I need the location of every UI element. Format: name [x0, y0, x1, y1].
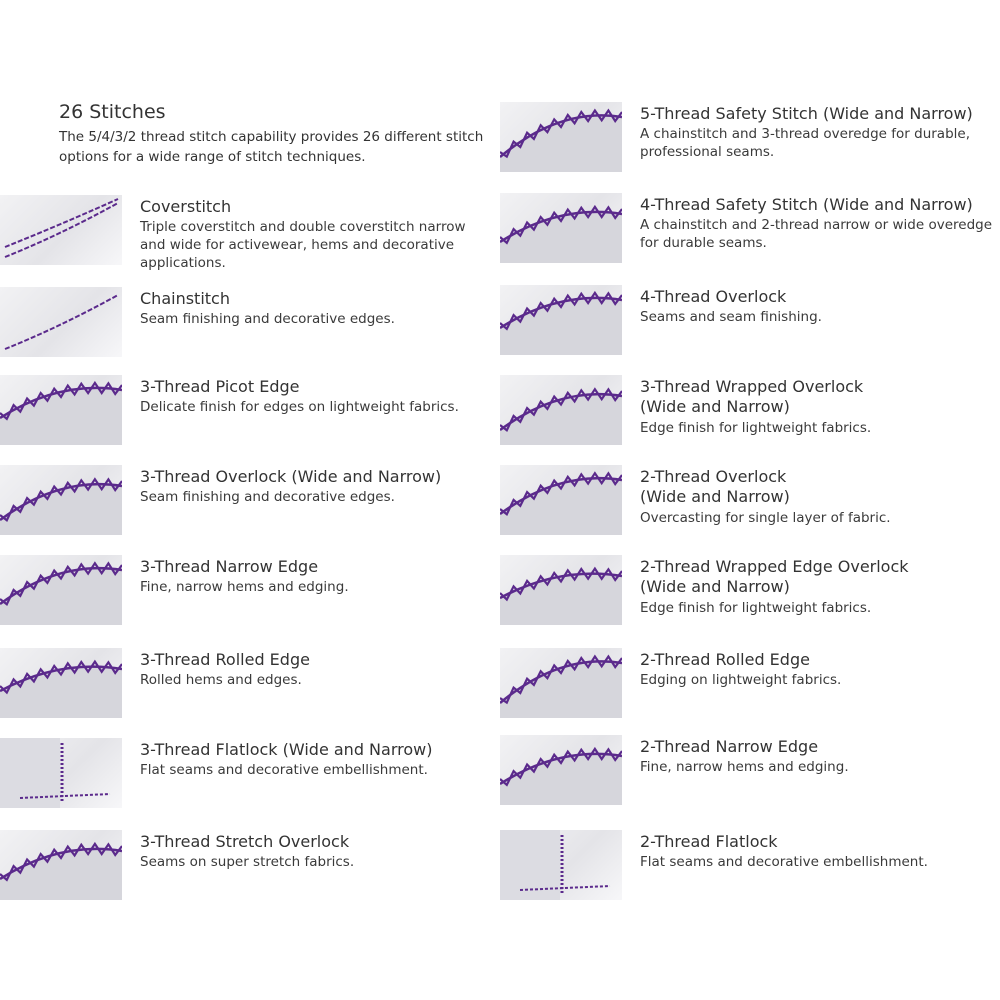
stitch-description: Edge finish for lightweight fabrics. [640, 420, 872, 436]
stitch-description: Flat seams and decorative embellishment. [140, 762, 428, 778]
stitch-title: 3-Thread Wrapped Overlock (Wide and Narrow) [640, 377, 864, 416]
stitch-description: Edge finish for lightweight fabrics. [640, 600, 872, 616]
wrapped-overlock-icon [500, 375, 622, 445]
rolled-edge-icon [0, 648, 122, 718]
stitch-description: Seam finishing and decorative edges. [140, 311, 395, 327]
safety-stitch-icon [500, 193, 622, 263]
stitch-description: Triple coverstitch and double coverstitch narrow and wide for activewear, hems and decorative applications. [140, 219, 466, 271]
narrow-edge-icon [500, 735, 622, 805]
stitch-title: 4-Thread Overlock [640, 287, 787, 306]
stitch-title: 5-Thread Safety Stitch (Wide and Narrow) [640, 104, 973, 123]
safety-stitch-icon [500, 102, 622, 172]
chainstitch-icon [0, 287, 122, 357]
stitch-description: Seams on super stretch fabrics. [140, 854, 355, 870]
stitch-title: 2-Thread Overlock (Wide and Narrow) [640, 467, 790, 506]
stitch-title: 3-Thread Narrow Edge [140, 557, 319, 576]
stitch-description: Delicate finish for edges on lightweight fabrics. [140, 399, 459, 415]
stitch-title: Chainstitch [140, 289, 230, 308]
stitch-title: 3-Thread Rolled Edge [140, 650, 310, 669]
stitch-title: 2-Thread Wrapped Edge Overlock (Wide and Narrow) [640, 557, 909, 596]
picot-edge-icon [0, 375, 122, 445]
stitch-description: A chainstitch and 2-thread narrow or wide overedge for durable seams. [640, 217, 993, 251]
stitch-description: Flat seams and decorative embellishment. [640, 854, 928, 870]
stitch-title: 3-Thread Stretch Overlock [140, 832, 350, 851]
stitch-description: Rolled hems and edges. [140, 672, 302, 688]
coverstitch-icon [0, 195, 122, 265]
stitch-title: 3-Thread Flatlock (Wide and Narrow) [140, 740, 433, 759]
stitch-title: Coverstitch [140, 197, 232, 216]
stitch-title: 3-Thread Overlock (Wide and Narrow) [140, 467, 442, 486]
flatlock-icon [500, 830, 622, 900]
stitch-description: Seams and seam finishing. [640, 309, 822, 325]
stitch-title: 4-Thread Safety Stitch (Wide and Narrow) [640, 195, 973, 214]
stitch-title: 3-Thread Picot Edge [140, 377, 300, 396]
stitch-description: Seam finishing and decorative edges. [140, 489, 395, 505]
overlock-icon [500, 285, 622, 355]
flatlock-icon [0, 738, 122, 808]
stitch-description: Edging on lightweight fabrics. [640, 672, 842, 688]
header [59, 99, 489, 167]
overlock-icon [0, 465, 122, 535]
narrow-edge-icon [0, 555, 122, 625]
stitch-title: 2-Thread Flatlock [640, 832, 778, 851]
rolled-edge-icon [500, 648, 622, 718]
stitch-title: 2-Thread Rolled Edge [640, 650, 810, 669]
stitch-description: Overcasting for single layer of fabric. [640, 510, 891, 526]
stitch-title: 2-Thread Narrow Edge [640, 737, 819, 756]
page-title: 26 Stitches [59, 101, 166, 123]
stretch-overlock-icon [0, 830, 122, 900]
wrapped-edge-icon [500, 555, 622, 625]
stitch-description: Fine, narrow hems and edging. [140, 579, 349, 595]
stitch-description: Fine, narrow hems and edging. [640, 759, 849, 775]
page-description: The 5/4/3/2 thread stitch capability provides 26 different stitch options for a wide range of stitch techniques. [59, 129, 484, 165]
stitch-description: A chainstitch and 3-thread overedge for durable, professional seams. [640, 126, 970, 160]
overlock-icon [500, 465, 622, 535]
